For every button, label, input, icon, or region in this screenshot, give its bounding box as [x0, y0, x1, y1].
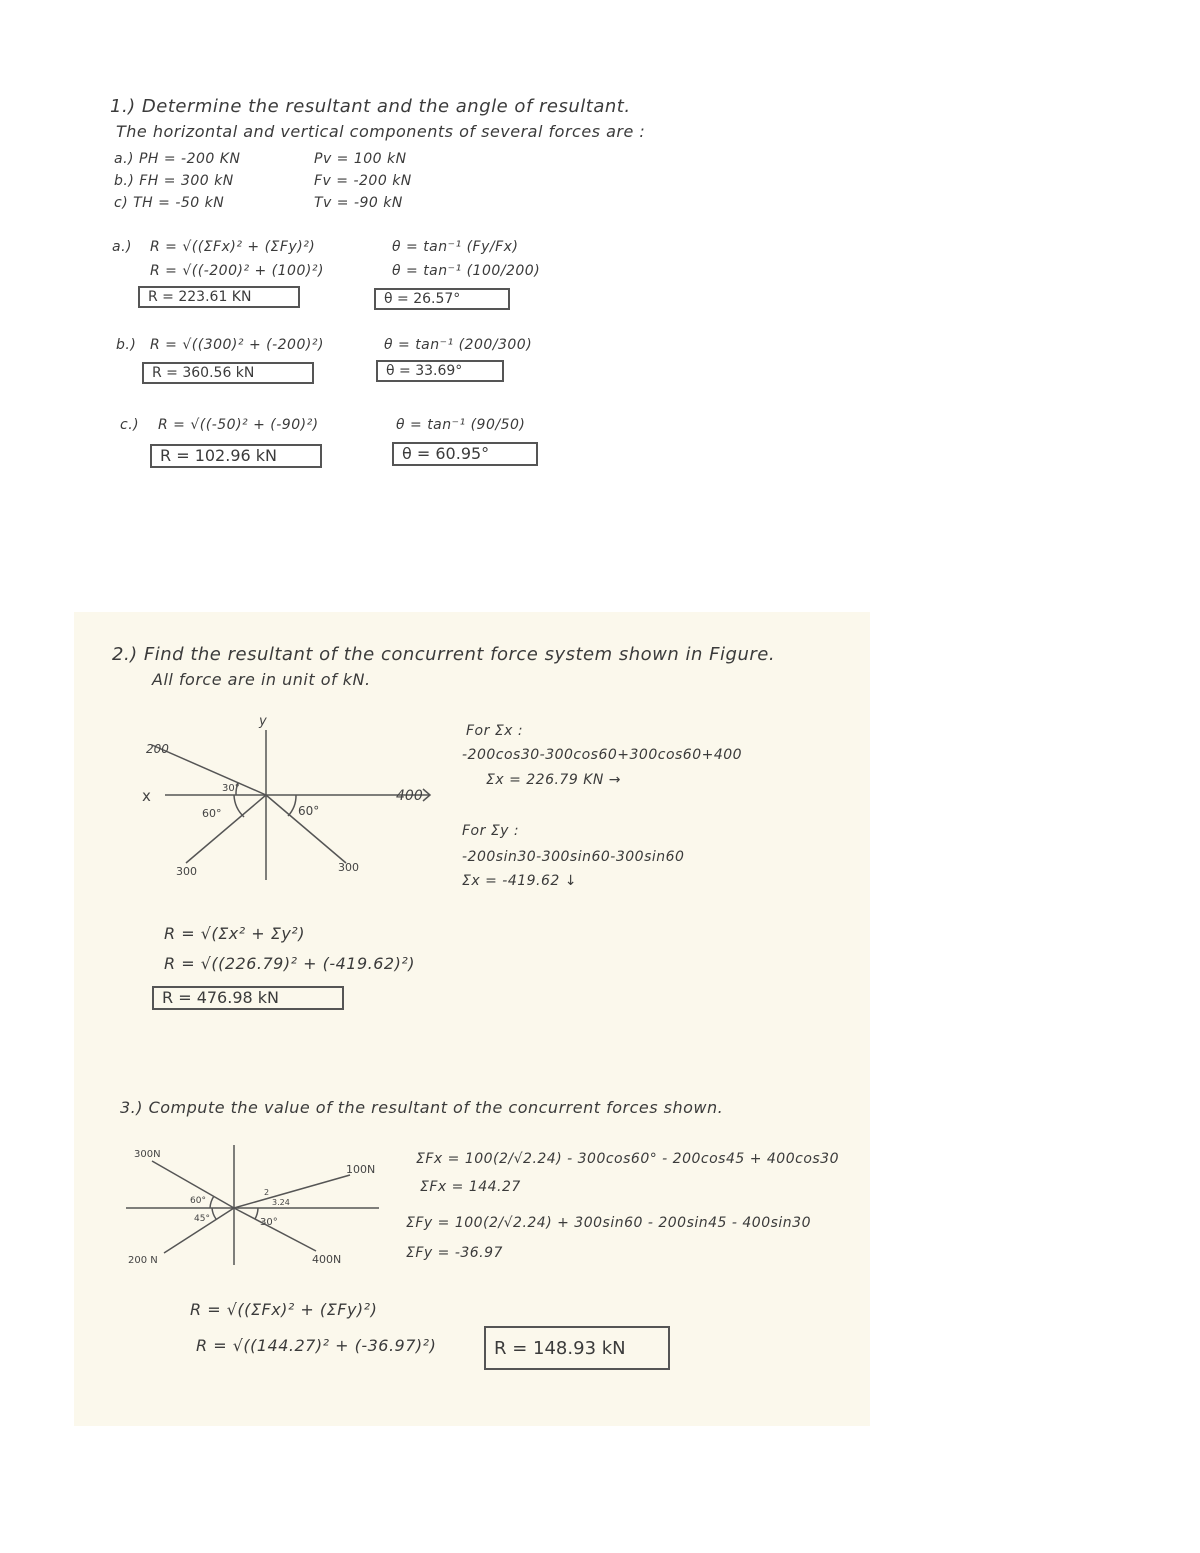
problem-2-fy-equation: -200sin30-300sin60-300sin60: [462, 849, 685, 865]
angle-60-left-label: 60°: [202, 807, 222, 820]
force-200-label: 200: [146, 742, 169, 756]
problem-3-title: 3.) Compute the value of the resultant of the concurrent forces shown.: [120, 1098, 724, 1117]
problem-3-r-result: R = 148.93 kN: [484, 1326, 670, 1370]
angle-60-left-arc: [234, 795, 244, 817]
force-400n-label: 400N: [312, 1253, 342, 1266]
given-c-horizontal: c) TH = -50 kN: [114, 195, 225, 211]
part-b-marker: b.): [116, 337, 137, 353]
part-a-result: R = 223.61 KN: [138, 286, 300, 308]
angle-60-label: 60°: [190, 1196, 206, 1206]
angle-60-right-label: 60°: [298, 804, 320, 818]
part-a-substitution: R = √((-200)² + (100)²): [150, 263, 324, 279]
x-axis-label: x: [142, 787, 151, 805]
problem-2-r-formula: R = √(Σx² + Σy²): [164, 924, 305, 943]
given-b-vertical: Fv = -200 kN: [314, 173, 412, 189]
force-100n-label: 100N: [346, 1163, 376, 1176]
problem-3-fy-result: ΣFy = -36.97: [406, 1245, 503, 1261]
given-a-horizontal: a.) PH = -200 KN: [114, 151, 241, 167]
slope-denominator: 3.24: [272, 1198, 290, 1207]
given-a-vertical: Pv = 100 kN: [314, 151, 407, 167]
problem-1-intro: The horizontal and vertical components of several forces are :: [116, 122, 646, 141]
problem-3-fy-equation: ΣFy = 100(2/√2.24) + 300sin60 - 200sin45 - 400sin30: [406, 1215, 811, 1231]
part-c-angle-result: θ = 60.95°: [392, 442, 538, 466]
given-c-vertical: Tv = -90 kN: [314, 195, 403, 211]
force-200-line: [152, 745, 266, 795]
angle-30-label: 30°: [260, 1217, 278, 1228]
part-b-angle-result: θ = 33.69°: [376, 360, 504, 382]
problem-2-r-substitution: R = √((226.79)² + (-419.62)²): [164, 954, 415, 973]
part-b-angle-substitution: θ = tan⁻¹ (200/300): [384, 337, 533, 353]
problem-2-fx-equation: -200cos30-300cos60+300cos60+400: [462, 747, 743, 763]
force-300-left-label: 300: [176, 865, 197, 878]
problem-2-force-diagram: [140, 715, 440, 885]
force-200n-label: 200 N: [128, 1255, 158, 1266]
angle-45-label: 45°: [194, 1214, 210, 1224]
problem-3-force-diagram: [124, 1143, 384, 1268]
problem-3-r-substitution: R = √((144.27)² + (-36.97)²): [196, 1336, 437, 1355]
problem-3-fx-equation: ΣFx = 100(2/√2.24) - 300cos60° - 200cos45 + 400cos30: [416, 1151, 839, 1167]
y-axis-label: y: [259, 714, 267, 729]
part-a-marker: a.): [112, 239, 132, 255]
problem-2-subtitle: All force are in unit of kN.: [152, 670, 371, 689]
angle-45-arc: [212, 1208, 216, 1219]
force-300-left-line: [186, 795, 266, 863]
force-300n-label: 300N: [134, 1149, 161, 1160]
part-a-formula: R = √((ΣFx)² + (ΣFy)²): [150, 239, 316, 255]
part-b-formula: R = √((300)² + (-200)²): [150, 337, 324, 353]
part-a-angle-formula: θ = tan⁻¹ (Fy/Fx): [392, 239, 519, 255]
angle-30-arc: [255, 1208, 258, 1219]
part-c-formula: R = √((-50)² + (-90)²): [158, 417, 319, 433]
part-a-angle-substitution: θ = tan⁻¹ (100/200): [392, 263, 541, 279]
angle-60-arc: [210, 1196, 214, 1208]
problem-2-fy-result: Σx = -419.62 ↓: [462, 873, 577, 889]
problem-1-title: 1.) Determine the resultant and the angle of resultant.: [110, 96, 631, 117]
problem-3-fx-result: ΣFx = 144.27: [420, 1179, 521, 1195]
problem-2-fx-label: For Σx :: [466, 723, 524, 739]
problem-2-title: 2.) Find the resultant of the concurrent force system shown in Figure.: [112, 644, 776, 665]
given-b-horizontal: b.) FH = 300 kN: [114, 173, 234, 189]
slope-numerator: 2: [264, 1188, 270, 1197]
problem-2-fx-result: Σx = 226.79 KN →: [486, 772, 622, 788]
part-c-result: R = 102.96 kN: [150, 444, 322, 468]
angle-60-right-arc: [288, 795, 296, 816]
force-400n-line: [234, 1208, 316, 1251]
force-400-label: 400: [396, 788, 423, 804]
angle-30-label: 30°: [222, 783, 240, 794]
part-b-result: R = 360.56 kN: [142, 362, 314, 384]
force-100n-line: [234, 1175, 350, 1208]
part-c-angle-substitution: θ = tan⁻¹ (90/50): [396, 417, 526, 433]
part-c-marker: c.): [120, 417, 140, 433]
part-a-angle-result: θ = 26.57°: [374, 288, 510, 310]
force-300-right-label: 300: [338, 861, 359, 874]
problem-2-r-result: R = 476.98 kN: [152, 986, 344, 1010]
problem-3-r-formula: R = √((ΣFx)² + (ΣFy)²): [190, 1300, 378, 1319]
problem-2-fy-label: For Σy :: [462, 823, 520, 839]
